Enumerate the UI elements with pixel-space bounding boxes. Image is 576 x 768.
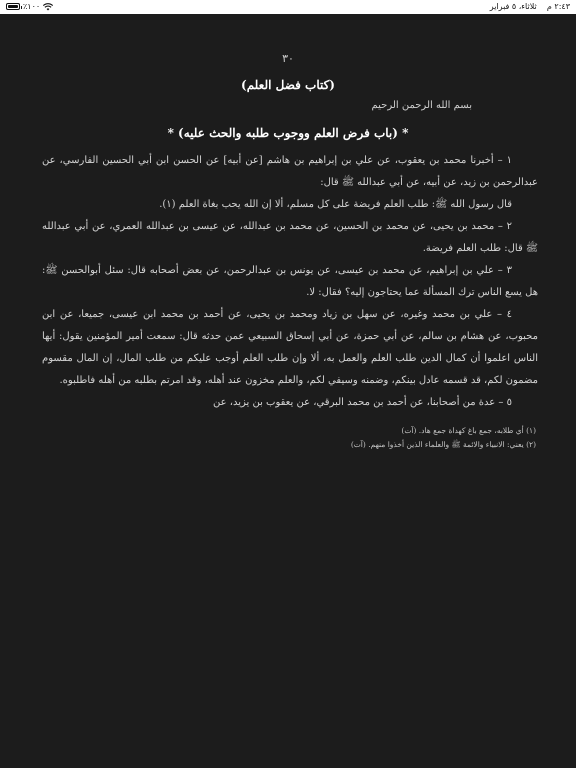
status-bar bbox=[0, 0, 576, 14]
status-indicators bbox=[6, 2, 53, 11]
wifi-icon bbox=[43, 3, 53, 11]
book-title: (كتاب فضل العلم) bbox=[241, 78, 335, 92]
battery-percent: ٪١٠٠ bbox=[23, 2, 41, 11]
footnotes bbox=[42, 424, 538, 452]
chapter-title: * (باب فرض العلم ووجوب طلبه والحث عليه) * bbox=[167, 126, 409, 140]
hadith-paragraph-5: ٥ – عدة من أصحابنا، عن أحمد بن محمد البرقي، عن يعقوب بن يزيد، عن bbox=[212, 397, 512, 408]
page-number: ٣٠ bbox=[282, 52, 294, 65]
status-datetime bbox=[490, 2, 570, 11]
hadith-paragraph-3: ٣ – علي بن إبراهيم، عن محمد بن عيسى، عن يونس بن عبدالرحمن، عن بعض أصحابه قال: سئل أبوالحسن ﷺ: هل يسع الناس ترك المسألة عما يحتاجون إليه؟ فقال: لا. bbox=[42, 265, 538, 298]
status-date: ثلاثاء، ٥ فبراير bbox=[489, 2, 537, 11]
page-body bbox=[42, 150, 538, 414]
hadith-paragraph-1-text: قال رسول الله ﷺ: طلب العلم فريضة على كل مسلم، ألا إن الله يحب بغاة العلم (١). bbox=[159, 199, 512, 210]
battery-level-fill bbox=[8, 5, 18, 8]
hadith-paragraph-4: ٤ – علي بن محمد وغيره، عن سهل بن زياد ومحمد بن يحيى، عن أحمد بن محمد ابن عيسى، جميعا، عن ابن محبوب، عن هشام بن سالم، عن أبي حمزة، عن أبي إسحاق السبيعي عمن حدثه قال: سمعت أمير المؤمنين يقول: أيها الناس اعلموا أن كمال الدين طلب العلم والعمل به، ألا وإن طلب العلم أوجب عليكم من طلب المال، إن المال مقسوم مضمون لكم، قد قسمه عادل بينكم، وضمنه وسيفي لكم، والعلم مخزون عند أهله، وقد امرتم بطلبه من أهله فاطلبوه. bbox=[42, 309, 538, 386]
basmala: بسم الله الرحمن الرحيم bbox=[371, 100, 472, 111]
book-page[interactable] bbox=[0, 14, 576, 768]
battery-icon bbox=[6, 3, 20, 10]
footnote-1: (١) أي طلابه، جمع باغ كهداة جمع هاد. (آت) bbox=[401, 426, 536, 435]
status-time: ٢:٤٣ م bbox=[546, 2, 570, 11]
hadith-paragraph-2: ٢ – محمد بن يحيى، عن محمد بن الحسين، عن محمد بن عبدالله، عن عيسى بن عبدالله العمري، عن أبي عبدالله ﷺ قال: طلب العلم فريضة. bbox=[42, 221, 538, 254]
hadith-paragraph-1: ١ – أخبرنا محمد بن يعقوب، عن علي بن إبراهيم بن هاشم [عن أبيه] عن الحسن ابن أبي الحسين الفارسي، عن عبدالرحمن بن زيد، عن أبيه، عن أبي عبدالله ﷺ قال: bbox=[42, 155, 538, 188]
footnote-2: (٢) يعني: الانبياء والائمة ﷺ والعلماء الذين أخذوا منهم. (آت) bbox=[350, 440, 536, 449]
